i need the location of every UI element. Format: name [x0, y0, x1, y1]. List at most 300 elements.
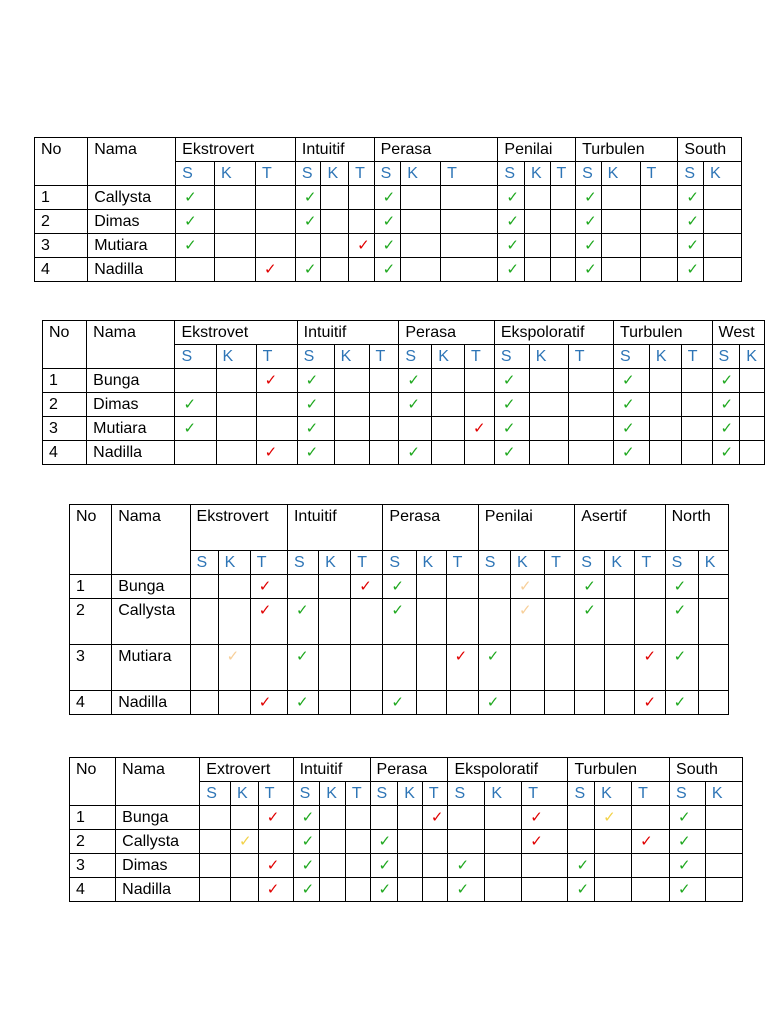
- subheader-t: T: [446, 551, 478, 575]
- empty-cell: [446, 599, 478, 645]
- check-icon: ✓: [370, 830, 398, 854]
- subheader-s: S: [576, 162, 602, 186]
- empty-cell: [321, 234, 349, 258]
- header-nama: Nama: [112, 505, 190, 575]
- empty-cell: [216, 393, 256, 417]
- check-icon: ✓: [448, 878, 485, 902]
- empty-cell: [349, 210, 375, 234]
- check-icon: ✓: [258, 878, 293, 902]
- check-icon: ✓: [374, 186, 401, 210]
- empty-cell: [640, 210, 678, 234]
- empty-cell: [401, 210, 441, 234]
- empty-cell: [605, 599, 635, 645]
- empty-cell: [200, 878, 231, 902]
- header-group: Extrovert: [200, 758, 293, 782]
- empty-cell: [448, 806, 485, 830]
- empty-cell: [649, 417, 681, 441]
- empty-cell: [176, 258, 215, 282]
- row-number: 2: [70, 599, 112, 645]
- row-name: Callysta: [116, 830, 200, 854]
- table-row: [70, 575, 729, 599]
- check-icon: ✓: [422, 806, 448, 830]
- empty-cell: [215, 210, 256, 234]
- empty-cell: [568, 393, 613, 417]
- subheader-t: T: [256, 345, 297, 369]
- empty-cell: [740, 441, 765, 465]
- row-name: Mutiara: [88, 234, 176, 258]
- subheader-k: K: [485, 782, 522, 806]
- check-icon: ✓: [568, 878, 595, 902]
- subheader-k: K: [218, 551, 250, 575]
- check-icon: ✓: [465, 417, 495, 441]
- empty-cell: [401, 234, 441, 258]
- check-icon: ✓: [250, 691, 287, 715]
- check-icon: ✓: [510, 575, 544, 599]
- empty-cell: [320, 806, 346, 830]
- subheader-s: S: [383, 551, 416, 575]
- row-number: 1: [70, 806, 116, 830]
- empty-cell: [334, 369, 369, 393]
- check-icon: ✓: [678, 234, 704, 258]
- check-icon: ✓: [218, 645, 250, 691]
- empty-cell: [601, 258, 640, 282]
- check-icon: ✓: [448, 854, 485, 878]
- check-icon: ✓: [383, 599, 416, 645]
- check-icon: ✓: [498, 186, 525, 210]
- subheader-s: S: [665, 551, 698, 575]
- empty-cell: [635, 599, 665, 645]
- empty-cell: [703, 258, 741, 282]
- empty-cell: [175, 441, 216, 465]
- empty-cell: [568, 369, 613, 393]
- empty-cell: [568, 417, 613, 441]
- row-number: 3: [43, 417, 87, 441]
- empty-cell: [398, 878, 423, 902]
- check-icon: ✓: [374, 234, 401, 258]
- subheader-s: S: [613, 345, 649, 369]
- row-number: 4: [43, 441, 87, 465]
- check-icon: ✓: [256, 369, 297, 393]
- row-name: Nadilla: [112, 691, 190, 715]
- subheader-t: T: [441, 162, 498, 186]
- header-no: No: [70, 758, 116, 806]
- check-icon: ✓: [635, 645, 665, 691]
- subheader-k: K: [524, 162, 550, 186]
- empty-cell: [698, 575, 728, 599]
- empty-cell: [345, 878, 370, 902]
- empty-cell: [231, 878, 259, 902]
- empty-cell: [216, 369, 256, 393]
- empty-cell: [635, 575, 665, 599]
- check-icon: ✓: [293, 878, 320, 902]
- empty-cell: [550, 186, 576, 210]
- subheader-k: K: [705, 782, 742, 806]
- check-icon: ✓: [176, 186, 215, 210]
- subheader-t: T: [258, 782, 293, 806]
- empty-cell: [568, 806, 595, 830]
- check-icon: ✓: [613, 393, 649, 417]
- check-icon: ✓: [295, 258, 321, 282]
- empty-cell: [632, 806, 670, 830]
- empty-cell: [250, 645, 287, 691]
- check-icon: ✓: [678, 186, 704, 210]
- empty-cell: [383, 645, 416, 691]
- subheader-s: S: [448, 782, 485, 806]
- check-icon: ✓: [678, 258, 704, 282]
- subheader-s: S: [176, 162, 215, 186]
- check-icon: ✓: [576, 234, 602, 258]
- subheader-s: S: [494, 345, 529, 369]
- empty-cell: [349, 186, 375, 210]
- subheader-s: S: [295, 162, 321, 186]
- subheader-t: T: [255, 162, 295, 186]
- empty-cell: [370, 806, 398, 830]
- check-icon: ✓: [670, 806, 706, 830]
- empty-cell: [345, 854, 370, 878]
- subheader-s: S: [297, 345, 334, 369]
- empty-cell: [595, 878, 632, 902]
- empty-cell: [740, 393, 765, 417]
- check-icon: ✓: [712, 393, 740, 417]
- check-icon: ✓: [255, 258, 295, 282]
- header-group: Perasa: [399, 321, 495, 345]
- subheader-s: S: [670, 782, 706, 806]
- check-icon: ✓: [576, 186, 602, 210]
- header-row: [35, 138, 742, 162]
- empty-cell: [632, 878, 670, 902]
- empty-cell: [681, 441, 712, 465]
- subheader-s: S: [498, 162, 525, 186]
- subheader-k: K: [529, 345, 568, 369]
- empty-cell: [398, 830, 423, 854]
- subheader-k: K: [510, 551, 544, 575]
- empty-cell: [432, 369, 465, 393]
- empty-cell: [550, 210, 576, 234]
- header-group: Perasa: [383, 505, 478, 551]
- header-nama: Nama: [116, 758, 200, 806]
- subheader-t: T: [632, 782, 670, 806]
- empty-cell: [649, 441, 681, 465]
- check-icon: ✓: [293, 830, 320, 854]
- empty-cell: [432, 393, 465, 417]
- check-icon: ✓: [613, 369, 649, 393]
- check-icon: ✓: [399, 441, 432, 465]
- empty-cell: [231, 806, 259, 830]
- empty-cell: [568, 830, 595, 854]
- subheader-k: K: [595, 782, 632, 806]
- check-icon: ✓: [370, 854, 398, 878]
- empty-cell: [416, 575, 446, 599]
- subheader-k: K: [320, 782, 346, 806]
- subheader-k: K: [432, 345, 465, 369]
- empty-cell: [705, 806, 742, 830]
- row-name: Nadilla: [116, 878, 200, 902]
- header-group: Intuitif: [295, 138, 374, 162]
- check-icon: ✓: [575, 599, 605, 645]
- table-row: [35, 210, 742, 234]
- check-icon: ✓: [399, 369, 432, 393]
- empty-cell: [218, 691, 250, 715]
- row-number: 3: [70, 645, 112, 691]
- subheader-s: S: [678, 162, 704, 186]
- empty-cell: [545, 599, 575, 645]
- empty-cell: [522, 878, 568, 902]
- check-icon: ✓: [293, 806, 320, 830]
- subheader-s: S: [712, 345, 740, 369]
- empty-cell: [319, 575, 351, 599]
- check-icon: ✓: [258, 806, 293, 830]
- empty-cell: [200, 830, 231, 854]
- empty-cell: [595, 854, 632, 878]
- subheader-k: K: [321, 162, 349, 186]
- empty-cell: [740, 417, 765, 441]
- empty-cell: [334, 441, 369, 465]
- subheader-t: T: [345, 782, 370, 806]
- table-row: [70, 599, 729, 645]
- empty-cell: [175, 369, 216, 393]
- empty-cell: [703, 234, 741, 258]
- header-group: Turbulen: [568, 758, 670, 782]
- check-icon: ✓: [576, 210, 602, 234]
- empty-cell: [215, 234, 256, 258]
- empty-cell: [255, 186, 295, 210]
- empty-cell: [601, 186, 640, 210]
- header-nama: Nama: [87, 321, 175, 369]
- row-name: Dimas: [88, 210, 176, 234]
- row-number: 1: [35, 186, 88, 210]
- subheader-t: T: [349, 162, 375, 186]
- header-no: No: [43, 321, 87, 369]
- empty-cell: [334, 417, 369, 441]
- empty-cell: [649, 369, 681, 393]
- subheader-k: K: [334, 345, 369, 369]
- row-name: Dimas: [87, 393, 175, 417]
- empty-cell: [529, 417, 568, 441]
- empty-cell: [640, 258, 678, 282]
- check-icon: ✓: [595, 806, 632, 830]
- empty-cell: [485, 830, 522, 854]
- check-icon: ✓: [176, 210, 215, 234]
- header-group: Asertif: [575, 505, 665, 551]
- empty-cell: [550, 258, 576, 282]
- empty-cell: [369, 369, 399, 393]
- subheader-s: S: [568, 782, 595, 806]
- header-group: Intuitif: [297, 321, 399, 345]
- empty-cell: [703, 186, 741, 210]
- subheader-s: S: [200, 782, 231, 806]
- check-icon: ✓: [250, 599, 287, 645]
- check-icon: ✓: [293, 854, 320, 878]
- empty-cell: [200, 806, 231, 830]
- empty-cell: [398, 806, 423, 830]
- subheader-t: T: [640, 162, 678, 186]
- table-row: [43, 393, 765, 417]
- table-2: [42, 320, 765, 465]
- check-icon: ✓: [287, 599, 318, 645]
- empty-cell: [478, 599, 510, 645]
- check-icon: ✓: [258, 854, 293, 878]
- table-row: [43, 441, 765, 465]
- empty-cell: [349, 258, 375, 282]
- empty-cell: [575, 691, 605, 715]
- header-group: Penilai: [478, 505, 574, 551]
- empty-cell: [422, 878, 448, 902]
- empty-cell: [545, 575, 575, 599]
- subheader-k: K: [605, 551, 635, 575]
- header-row: [70, 505, 729, 551]
- empty-cell: [601, 210, 640, 234]
- row-name: Mutiara: [112, 645, 190, 691]
- header-group: Perasa: [374, 138, 498, 162]
- empty-cell: [432, 441, 465, 465]
- row-name: Nadilla: [87, 441, 175, 465]
- empty-cell: [524, 234, 550, 258]
- subheader-k: K: [215, 162, 256, 186]
- empty-cell: [256, 417, 297, 441]
- check-icon: ✓: [374, 210, 401, 234]
- subheader-s: S: [478, 551, 510, 575]
- subheader-k: K: [703, 162, 741, 186]
- empty-cell: [465, 393, 495, 417]
- empty-cell: [321, 210, 349, 234]
- empty-cell: [522, 854, 568, 878]
- subheader-k: K: [698, 551, 728, 575]
- empty-cell: [640, 234, 678, 258]
- empty-cell: [698, 645, 728, 691]
- subheader-s: S: [399, 345, 432, 369]
- row-name: Mutiara: [87, 417, 175, 441]
- check-icon: ✓: [175, 393, 216, 417]
- empty-cell: [258, 830, 293, 854]
- check-icon: ✓: [522, 830, 568, 854]
- table-3: [69, 504, 729, 715]
- check-icon: ✓: [613, 441, 649, 465]
- empty-cell: [524, 210, 550, 234]
- empty-cell: [321, 186, 349, 210]
- check-icon: ✓: [498, 234, 525, 258]
- subheader-t: T: [545, 551, 575, 575]
- row-name: Nadilla: [88, 258, 176, 282]
- empty-cell: [545, 691, 575, 715]
- table-row: [43, 417, 765, 441]
- empty-cell: [351, 599, 383, 645]
- subheader-t: T: [635, 551, 665, 575]
- empty-cell: [446, 691, 478, 715]
- row-number: 1: [43, 369, 87, 393]
- empty-cell: [441, 234, 498, 258]
- empty-cell: [215, 258, 256, 282]
- check-icon: ✓: [297, 369, 334, 393]
- empty-cell: [485, 878, 522, 902]
- empty-cell: [595, 830, 632, 854]
- empty-cell: [441, 258, 498, 282]
- subheader-s: S: [575, 551, 605, 575]
- empty-cell: [255, 210, 295, 234]
- row-number: 2: [70, 830, 116, 854]
- row-number: 1: [70, 575, 112, 599]
- empty-cell: [334, 393, 369, 417]
- subheader-k: K: [401, 162, 441, 186]
- subheader-s: S: [293, 782, 320, 806]
- check-icon: ✓: [295, 210, 321, 234]
- subheader-s: S: [287, 551, 318, 575]
- empty-cell: [321, 258, 349, 282]
- empty-cell: [351, 645, 383, 691]
- empty-cell: [345, 830, 370, 854]
- check-icon: ✓: [494, 393, 529, 417]
- header-group: Turbulen: [613, 321, 712, 345]
- empty-cell: [287, 575, 318, 599]
- check-icon: ✓: [575, 575, 605, 599]
- empty-cell: [218, 599, 250, 645]
- empty-cell: [485, 854, 522, 878]
- empty-cell: [524, 258, 550, 282]
- subheader-k: K: [740, 345, 765, 369]
- empty-cell: [465, 369, 495, 393]
- check-icon: ✓: [295, 186, 321, 210]
- subheader-k: K: [319, 551, 351, 575]
- row-name: Bunga: [87, 369, 175, 393]
- empty-cell: [319, 599, 351, 645]
- check-icon: ✓: [383, 575, 416, 599]
- empty-cell: [218, 575, 250, 599]
- check-icon: ✓: [383, 691, 416, 715]
- header-no: No: [70, 505, 112, 575]
- check-icon: ✓: [287, 691, 318, 715]
- check-icon: ✓: [349, 234, 375, 258]
- check-icon: ✓: [374, 258, 401, 282]
- table-row: [70, 830, 743, 854]
- table-row: [70, 854, 743, 878]
- subheader-s: S: [190, 551, 218, 575]
- subheader-t: T: [465, 345, 495, 369]
- row-number: 2: [35, 210, 88, 234]
- empty-cell: [422, 854, 448, 878]
- check-icon: ✓: [712, 417, 740, 441]
- empty-cell: [319, 691, 351, 715]
- table-row: [70, 806, 743, 830]
- check-icon: ✓: [498, 210, 525, 234]
- check-icon: ✓: [568, 854, 595, 878]
- check-icon: ✓: [665, 575, 698, 599]
- table-row: [70, 691, 729, 715]
- empty-cell: [681, 369, 712, 393]
- empty-cell: [369, 441, 399, 465]
- check-icon: ✓: [635, 691, 665, 715]
- check-icon: ✓: [678, 210, 704, 234]
- empty-cell: [448, 830, 485, 854]
- header-group: Ekstrovert: [190, 505, 287, 551]
- empty-cell: [705, 854, 742, 878]
- empty-cell: [529, 441, 568, 465]
- subheader-t: T: [422, 782, 448, 806]
- check-icon: ✓: [670, 854, 706, 878]
- header-nama: Nama: [88, 138, 176, 186]
- row-name: Callysta: [112, 599, 190, 645]
- check-icon: ✓: [712, 369, 740, 393]
- empty-cell: [550, 234, 576, 258]
- empty-cell: [190, 575, 218, 599]
- empty-cell: [510, 645, 544, 691]
- header-no: No: [35, 138, 88, 186]
- empty-cell: [568, 441, 613, 465]
- row-number: 3: [35, 234, 88, 258]
- empty-cell: [485, 806, 522, 830]
- empty-cell: [698, 691, 728, 715]
- check-icon: ✓: [351, 575, 383, 599]
- table-4: [69, 757, 743, 902]
- check-icon: ✓: [250, 575, 287, 599]
